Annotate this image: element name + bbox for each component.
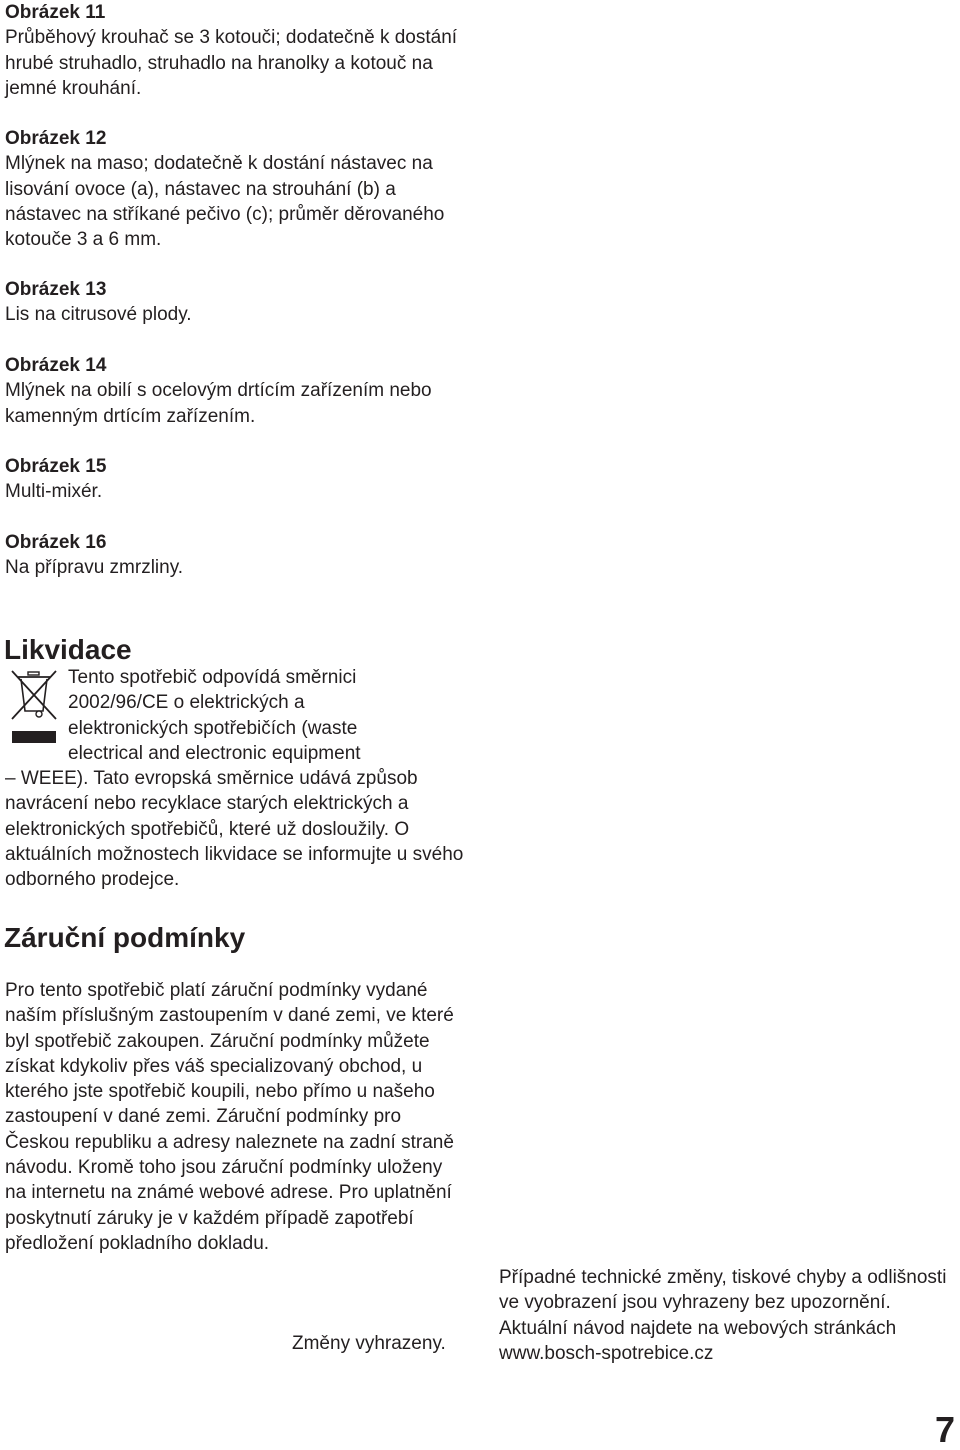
figure-11-text: Průběhový krouhač se 3 kotouči; dodatečně k dostání hrubé struhadlo, struhadlo na hranolky a kotouč na jemné krouhání.	[5, 27, 458, 99]
disposal-text-continued: – WEEE). Tato evropská směrnice udává způsob navrácení nebo recyklace starých elektrických a elektronických spotřebičů, které už dosloužily. O aktuálních možnostech likvidace se informujte u svého odborného prodejce.	[5, 768, 464, 891]
figure-11-title: Obrázek 11	[5, 2, 106, 23]
warranty-heading: Záruční podmínky	[4, 922, 246, 953]
figure-16	[5, 530, 475, 581]
technical-changes-notice: Případné technické změny, tiskové chyby a odlišnosti ve vyobrazení jsou vyhrazeny bez upozornění. Aktuální návod najdete na webových stránkách www.bosch-spotrebice.cz	[499, 1267, 947, 1364]
page-number: 7	[935, 1409, 956, 1450]
figure-15	[5, 454, 475, 505]
weee-crossed-bin-icon	[8, 667, 60, 749]
figure-15-text: Multi-mixér.	[5, 481, 103, 503]
figure-13-text: Lis na citrusové plody.	[5, 304, 192, 326]
figure-13	[5, 277, 475, 328]
figure-16-title: Obrázek 16	[5, 532, 107, 553]
figure-15-title: Obrázek 15	[5, 456, 107, 477]
disposal-heading: Likvidace	[4, 634, 132, 665]
figure-14	[5, 353, 445, 429]
figure-12	[5, 126, 475, 252]
figure-12-title: Obrázek 12	[5, 128, 107, 149]
disposal-text-beside-icon: Tento spotřebič odpovídá směrnici 2002/96/CE o elektrických a elektronických spotřebičích (waste electrical and electronic equipment	[68, 667, 361, 764]
changes-note: Změny vyhrazeny.	[292, 1333, 446, 1354]
figure-16-text: Na přípravu zmrzliny.	[5, 557, 184, 579]
figure-14-text: Mlýnek na obilí s ocelovým drtícím zařízením nebo kamenným drtícím zařízením.	[5, 380, 432, 427]
figure-13-title: Obrázek 13	[5, 279, 107, 300]
figure-11	[5, 0, 475, 101]
figure-14-title: Obrázek 14	[5, 355, 107, 376]
warranty-text: Pro tento spotřebič platí záruční podmínky vydané naším příslušným zastoupením v dané zemi, ve které byl spotřebič zakoupen. Záruční podmínky můžete získat kdykoliv přes váš specializovaný obchod, u kterého jste spotřebič koupili, nebo přímo u našeho zastoupení v dané zemi. Záruční podmínky pro Českou republiku a adresy naleznete na zadní straně návodu. Kromě toho jsou záruční podmínky uloženy na internetu na známé webové adrese. Pro uplatnění poskytnutí záruky je v každém případě zapotřebí předložení pokladního dokladu.	[5, 980, 454, 1254]
figure-12-text: Mlýnek na maso; dodatečně k dostání nástavec na lisování ovoce (a), nástavec na strouhání (b) a nástavec na stříkané pečivo (c); průměr děrovaného kotouče 3 a 6 mm.	[5, 153, 445, 251]
